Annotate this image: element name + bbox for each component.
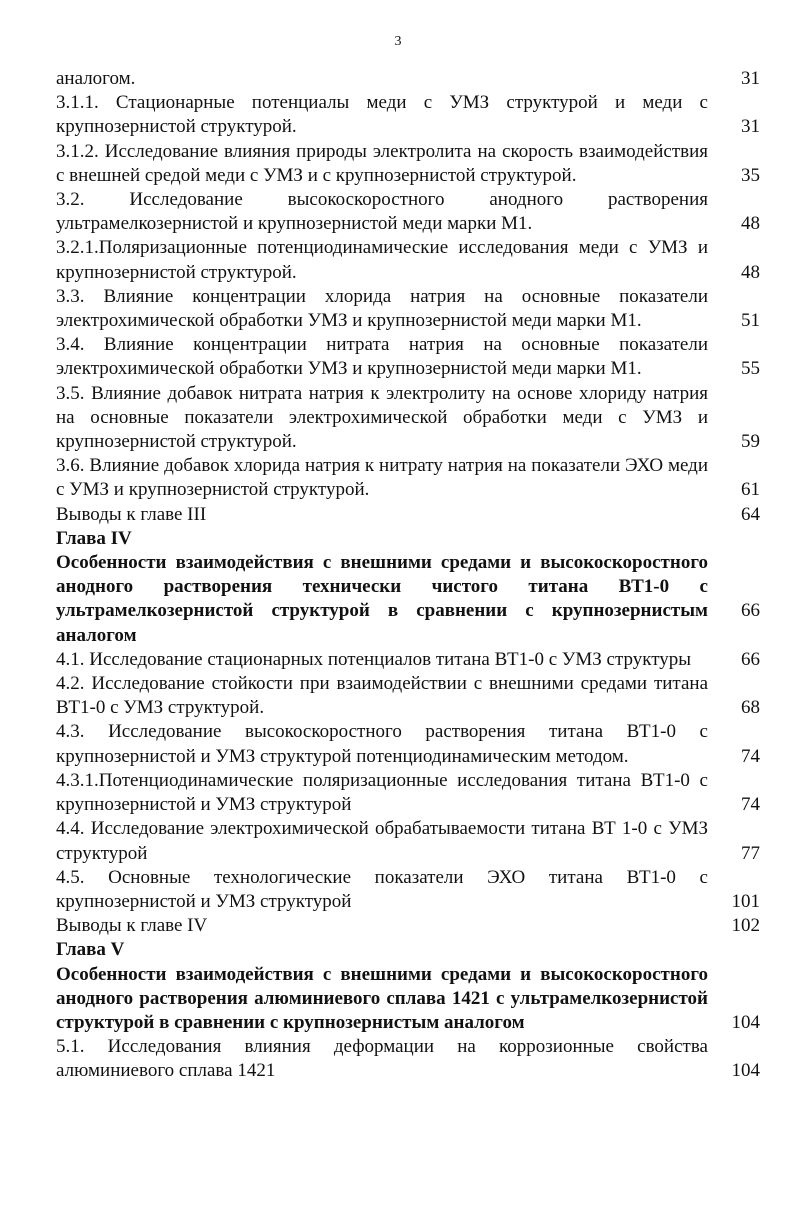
chapter-title-text: Особенности взаимодействия с внешними средами и высокоскоростного анодного растворения технически чистого титана ВТ1-0 с ультрамелкозернистой структурой в сравнении с крупнозернистым аналогом	[56, 552, 708, 646]
toc-entry	[56, 67, 760, 91]
toc-entry	[56, 672, 760, 720]
toc-entry-text: 3.5. Влияние добавок нитрата натрия к электролиту на основе хлориду натрия на основные показатели электрохимической обработки меди с УМЗ и крупнозернистой структурой.	[56, 382, 708, 453]
toc-entry-page: 31	[741, 68, 760, 89]
toc-entry-text: 4.2. Исследование стойкости при взаимодействии с внешними средами титана ВТ1-0 с УМЗ структурой.	[56, 673, 708, 719]
toc-entry-text: 4.5. Основные технологические показатели ЭХО титана ВТ1-0 с крупнозернистой и УМЗ структурой	[56, 866, 708, 912]
chapter-4-title	[56, 551, 760, 648]
toc-entry-page: 48	[741, 261, 760, 283]
toc-entry	[56, 188, 760, 236]
toc-entry-page: 68	[741, 697, 760, 719]
toc-entry	[56, 720, 760, 768]
toc-entry-text: 5.1. Исследования влияния деформации на коррозионные свойства алюминиевого сплава 1421	[56, 1036, 708, 1082]
toc-entry-text: 3.3. Влияние концентрации хлорида натрия на основные показатели электрохимической обработки УМЗ и крупнозернистой меди марки М1.	[56, 285, 708, 332]
toc-entry-page: 55	[741, 358, 760, 380]
toc-entry	[56, 503, 760, 527]
toc-entry-text: 4.4. Исследование электрохимической обрабатываемости титана ВТ 1-0 с УМЗ структурой	[56, 818, 708, 864]
toc-entry	[56, 285, 760, 333]
toc-entry-text: 4.3. Исследование высокоскоростного растворения титана ВТ1-0 с крупнозернистой и УМЗ структурой потенциодинамическим методом.	[56, 721, 708, 767]
toc-entry	[56, 866, 760, 914]
toc-entry	[56, 817, 760, 865]
toc-entry	[56, 91, 760, 139]
toc-entry-text: 4.3.1.Потенциодинамические поляризационные исследования титана ВТ1-0 с крупнозернистой и УМЗ структурой	[56, 769, 708, 816]
chapter-title-page: 66	[741, 600, 760, 622]
chapter-title-text: Особенности взаимодействия с внешними средами и высокоскоростного анодного растворения алюминиевого сплава 1421 с ультрамелкозернистой структурой в сравнении с крупнозернистым аналогом	[56, 963, 708, 1033]
toc-entry-text: 3.4. Влияние концентрации нитрата натрия на основные показатели электрохимической обработки УМЗ и крупнозернистой меди марки М1.	[56, 334, 708, 380]
toc-entry-page: 74	[741, 745, 760, 767]
chapter-title-page: 104	[731, 1011, 760, 1033]
toc-entry-text: 3.2.1.Поляризационные потенциодинамические исследования меди с УМЗ и крупнозернистой структурой.	[56, 237, 708, 283]
toc-entry-page: 77	[741, 842, 760, 864]
toc-entry-text: 4.1. Исследование стационарных потенциалов титана ВТ1-0 с УМЗ структуры	[56, 648, 692, 670]
chapter-4-heading: Глава IV	[56, 527, 132, 549]
toc-entry	[56, 1035, 760, 1083]
toc-entry	[56, 648, 760, 672]
toc-entry-page: 35	[741, 164, 760, 186]
toc-entry-text: 3.6. Влияние добавок хлорида натрия к нитрату натрия на показатели ЭХО меди с УМЗ и крупнозернистой структурой.	[56, 455, 708, 501]
toc-entry-page: 61	[741, 479, 760, 501]
toc-entry-text: 3.1.2. Исследование влияния природы электролита на скорость взаимодействия с внешней средой меди с УМЗ и с крупнозернистой структурой.	[56, 140, 708, 186]
toc-entry-page: 104	[731, 1060, 760, 1082]
toc-entry-page: 102	[731, 915, 760, 937]
toc-entry-page: 101	[731, 890, 760, 912]
toc-entry-text: Выводы к главе IV	[56, 915, 208, 937]
toc-entry	[56, 333, 760, 381]
toc-entry-text: 3.2. Исследование высокоскоростного анодного растворения ультрамелкозернистой и крупнозернистой меди марки М1.	[56, 189, 708, 235]
toc-entry-text: Выводы к главе III	[56, 503, 207, 525]
toc-entry	[56, 914, 760, 938]
toc-entry-page: 59	[741, 431, 760, 453]
chapter-5-heading: Глава V	[56, 939, 125, 961]
toc-entry-page: 31	[741, 116, 760, 138]
toc-entry	[56, 140, 760, 188]
toc-entry	[56, 382, 760, 455]
toc-entry-page: 51	[741, 310, 760, 332]
toc-entry-page: 74	[741, 794, 760, 816]
page-number: 3	[394, 34, 402, 49]
chapter-5-title	[56, 963, 760, 1036]
toc-entry-page: 48	[741, 213, 760, 235]
toc-entry	[56, 769, 760, 817]
toc-entry-page: 64	[741, 503, 760, 525]
toc-entry	[56, 454, 760, 502]
toc-entry-text: 3.1.1. Стационарные потенциалы меди с УМЗ структурой и меди с крупнозернистой структурой.	[56, 92, 708, 138]
toc-entry-text: аналогом.	[56, 68, 136, 89]
toc-entry	[56, 236, 760, 284]
toc-entry-page: 66	[741, 648, 760, 670]
table-of-contents	[56, 67, 760, 1084]
